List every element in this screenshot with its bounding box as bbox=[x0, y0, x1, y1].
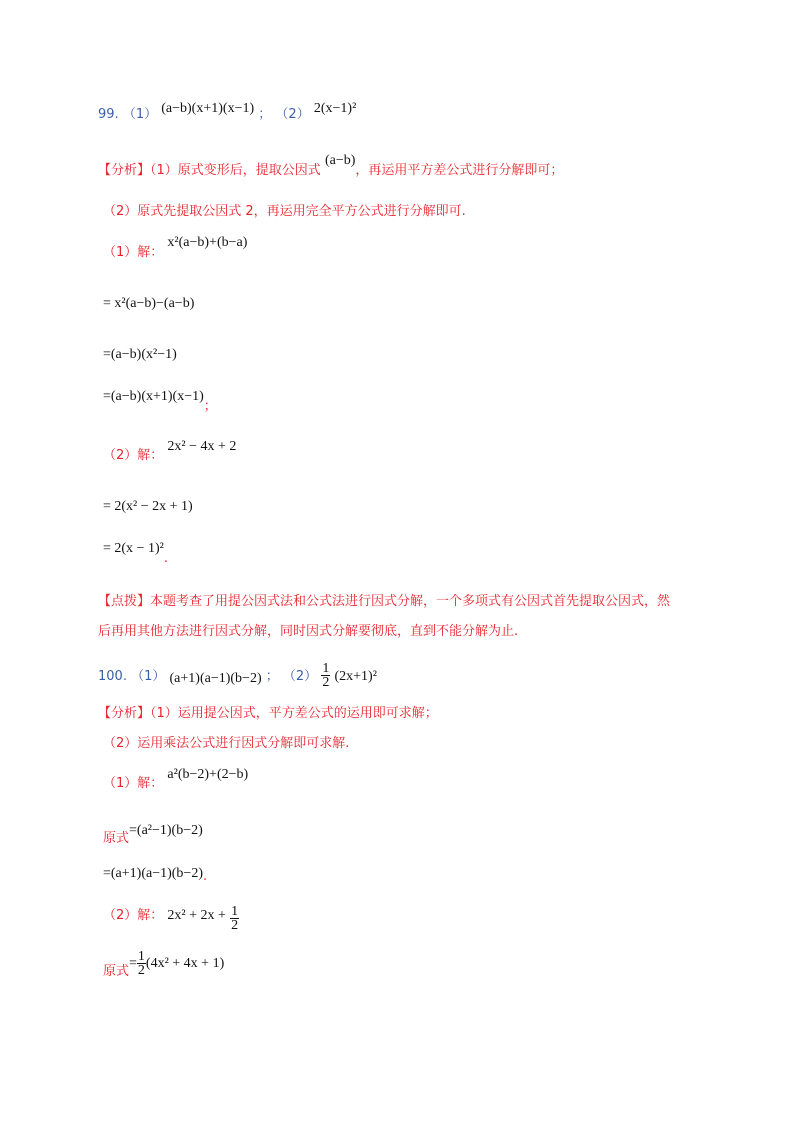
q99-analysis-text: （1）原式变形后，提取公因式 bbox=[150, 163, 321, 178]
q100-sol1-expr: a²(b−2)+(2−b) bbox=[167, 767, 249, 782]
q100-sol2-numerator: 1 bbox=[231, 904, 239, 919]
q100-part1-label: （1） bbox=[131, 669, 166, 684]
q99-sol1-step1: = x²(a−b)−(a−b) bbox=[103, 296, 195, 311]
q100-sol2-step-fraction bbox=[137, 950, 146, 977]
q99-tip-line2: 后再用其他方法进行因式分解，同时因式分解要彻底，直到不能分解为止. bbox=[98, 624, 519, 639]
q100-answer-2-numerator: 1 bbox=[322, 661, 330, 676]
q99-tip-line1 bbox=[98, 593, 670, 611]
q100-analysis-tag: 【分析】 bbox=[98, 706, 151, 721]
q100-sol2-expr: 2x² + 2x + bbox=[167, 908, 226, 923]
q100-sol1-orig-label: 原式 bbox=[103, 831, 130, 846]
q100-sol1-step1: =(a²−1)(b−2) bbox=[129, 823, 203, 838]
q100-sol2-step-rest: (4x² + 4x + 1) bbox=[145, 956, 225, 971]
q99-sol1-step3-line bbox=[103, 388, 217, 414]
q100-sol2-fraction bbox=[230, 905, 239, 932]
q100-separator: ； bbox=[265, 669, 279, 684]
q100-sol2-step-denominator: 2 bbox=[137, 963, 145, 978]
q100-answer-2-fraction bbox=[321, 662, 330, 689]
q99-sol1-label: （1）解： bbox=[103, 245, 164, 260]
q100-sol2-equals: = bbox=[129, 956, 137, 971]
q100-number: 100. bbox=[98, 669, 127, 684]
q100-answer-2-denominator: 2 bbox=[322, 675, 330, 690]
q99-sol2-step1: = 2(x² − 2x + 1) bbox=[103, 499, 193, 514]
q100-sol1-step2-line bbox=[103, 865, 207, 883]
q100-part2-label: （2） bbox=[282, 669, 318, 684]
q99-analysis-tag: 【分析】 bbox=[98, 163, 151, 178]
q99-sol1-step3: =(a−b)(x+1)(x−1) bbox=[103, 389, 204, 404]
q100-sol1-label: （1）解： bbox=[103, 776, 164, 791]
q99-number: 99. bbox=[98, 107, 119, 122]
q100-sol2-step-line bbox=[103, 950, 224, 977]
q100-sol1-step2: =(a+1)(a−1)(b−2) bbox=[103, 866, 203, 881]
q99-sol1-expr: x²(a−b)+(b−a) bbox=[167, 235, 248, 250]
q99-part2-label: （2） bbox=[275, 107, 310, 122]
q99-tip-text-1: 本题考查了用提公因式法和公式法进行因式分解，一个多项式有公因式首先提取公因式，然 bbox=[150, 594, 671, 609]
q99-sol2-header bbox=[103, 439, 237, 465]
q99-analysis-line bbox=[98, 153, 564, 180]
q100-sol2-orig-label: 原式 bbox=[103, 964, 130, 979]
q100-sol2-header bbox=[103, 902, 239, 933]
q99-sol2-step2-line bbox=[103, 540, 168, 566]
q99-answer-2: 2(x−1)² bbox=[313, 101, 357, 116]
q99-sol2-expr: 2x² − 4x + 2 bbox=[167, 439, 237, 454]
q99-analysis-factor: (a−b) bbox=[324, 153, 356, 168]
q99-tip-tag: 【点拨】 bbox=[98, 594, 151, 609]
q100-sol2-step-numerator: 1 bbox=[137, 949, 145, 964]
q100-sol2-denominator: 2 bbox=[231, 918, 239, 933]
q99-sol2-end: . bbox=[163, 551, 168, 566]
q100-sol2-label: （2）解： bbox=[103, 908, 164, 923]
q99-sol2-label: （2）解： bbox=[103, 448, 164, 463]
q100-analysis-line bbox=[98, 705, 438, 723]
q100-sol1-step1-line bbox=[103, 822, 203, 846]
q99-sol1-end: ； bbox=[203, 399, 217, 414]
q100-answer-2-rest: (2x+1)² bbox=[334, 669, 377, 684]
q100-sol1-header bbox=[103, 767, 249, 793]
q100-analysis-text: （1）运用提公因式，平方差公式的运用即可求解； bbox=[150, 706, 438, 721]
q99-part1-label: （1） bbox=[122, 107, 158, 122]
q99-sol1-step2: =(a−b)(x²−1) bbox=[103, 347, 177, 362]
q99-analysis-tail: ，再运用平方差公式进行分解即可； bbox=[355, 163, 564, 178]
q99-answer-line bbox=[98, 101, 357, 124]
q99-sol2-step2: = 2(x − 1)² bbox=[103, 541, 164, 556]
q100-answer-1: (a+1)(a−1)(b−2) bbox=[169, 671, 262, 686]
q99-separator: ； bbox=[258, 107, 272, 122]
q99-answer-1: (a−b)(x+1)(x−1) bbox=[161, 101, 255, 116]
q99-sol1-header bbox=[103, 235, 248, 262]
q99-analysis-2: （2）原式先提取公因式 2，再运用完全平方公式进行分解即可. bbox=[103, 204, 466, 219]
q100-analysis-2: （2）运用乘法公式进行因式分解即可求解. bbox=[103, 736, 350, 751]
q100-sol1-end: . bbox=[202, 869, 208, 884]
q100-answer-line bbox=[98, 663, 377, 690]
